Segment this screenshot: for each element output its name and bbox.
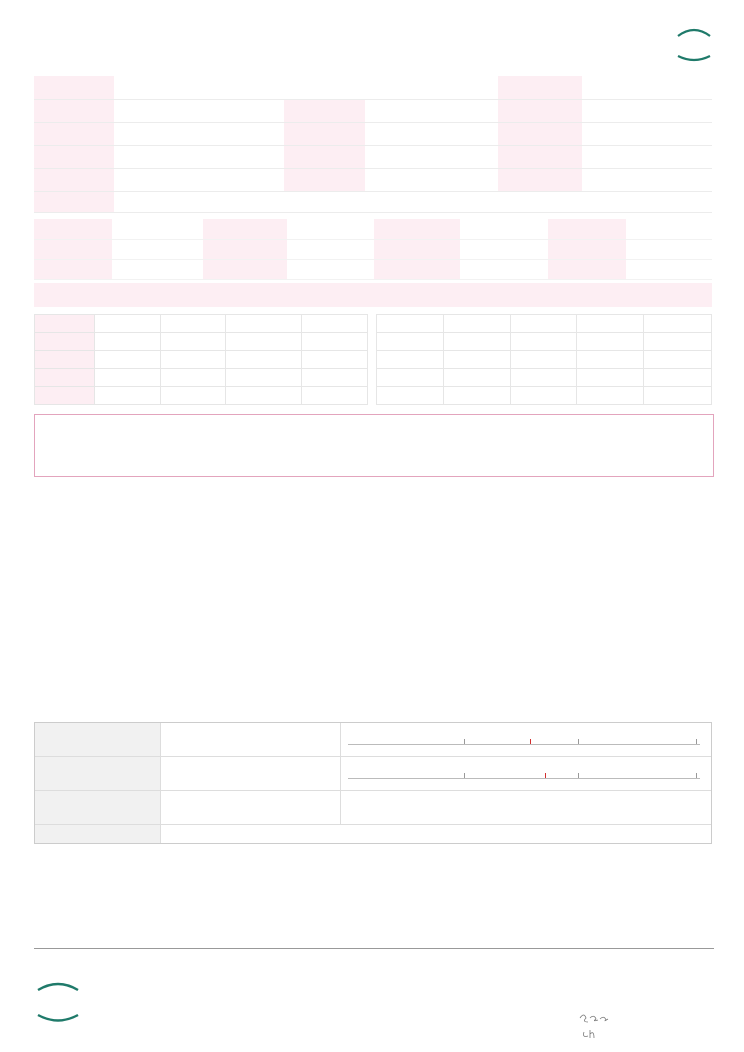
patient-label [498, 168, 582, 191]
patient-value [114, 145, 284, 168]
signature-icon [576, 1010, 616, 1042]
maternal-label [374, 239, 460, 259]
footer-divider [34, 948, 714, 949]
patient-value [582, 145, 712, 168]
section-header-bar [34, 283, 712, 307]
result-cell [226, 315, 302, 333]
maternal-label [548, 259, 626, 279]
maternal-value [626, 219, 712, 239]
maternal-label [34, 259, 112, 279]
patient-value [582, 99, 712, 122]
maternal-value [460, 259, 548, 279]
specimen-row [34, 191, 712, 212]
maternal-value [287, 259, 374, 279]
result-cell [160, 369, 226, 387]
result-cell [302, 333, 368, 351]
risk-label-ntd [35, 791, 161, 824]
patient-label [34, 145, 114, 168]
risk-label-down [35, 723, 161, 756]
maternal-value [112, 259, 203, 279]
patient-label [498, 122, 582, 145]
risk-marker [545, 773, 546, 778]
risk-tick [578, 739, 579, 744]
result-cell [160, 315, 226, 333]
maternal-value [460, 219, 548, 239]
patient-row [34, 122, 712, 145]
result-row [35, 387, 368, 405]
maternal-value [112, 219, 203, 239]
result-label [35, 369, 95, 387]
result-cell [226, 387, 302, 405]
maternal-label [34, 219, 112, 239]
maternal-value [626, 239, 712, 259]
patient-label [34, 122, 114, 145]
patient-label [284, 122, 365, 145]
patient-label [498, 76, 582, 99]
patient-row [34, 99, 712, 122]
patient-value [114, 76, 284, 99]
maternal-label [34, 239, 112, 259]
maternal-row [34, 239, 712, 259]
patient-label [284, 99, 365, 122]
risk-column-divider [340, 723, 341, 824]
result-cell [302, 369, 368, 387]
footer-staff-block [426, 978, 466, 1038]
result-table [34, 314, 368, 405]
result-row [35, 315, 368, 333]
patient-value [582, 122, 712, 145]
ntd-result [185, 800, 198, 814]
result-label [35, 387, 95, 405]
result-cell [160, 387, 226, 405]
patient-value [114, 99, 284, 122]
maternal-label [203, 259, 287, 279]
risk-tick [578, 773, 579, 778]
patient-value [582, 168, 712, 191]
maternal-label [548, 239, 626, 259]
result-label [35, 351, 95, 369]
maternal-label [548, 219, 626, 239]
maternal-label [203, 219, 287, 239]
result-row [35, 351, 368, 369]
maternal-value [287, 219, 374, 239]
result-cell [160, 333, 226, 351]
maternal-row [34, 259, 712, 279]
result-cell [94, 333, 160, 351]
risk-tick [696, 739, 697, 744]
result-cell [160, 351, 226, 369]
result-row [35, 369, 368, 387]
result-cell [94, 351, 160, 369]
patient-label [34, 168, 114, 191]
patient-value [365, 99, 498, 122]
risk-scale-line [348, 744, 700, 745]
patient-row [34, 168, 712, 191]
specimen-value [114, 191, 712, 212]
patient-value [365, 145, 498, 168]
samkwang-logo-icon [36, 978, 158, 1024]
patient-label [284, 168, 365, 191]
patient-label [498, 145, 582, 168]
patient-value [582, 76, 712, 99]
maternal-label [203, 239, 287, 259]
patient-value [365, 76, 498, 99]
result-table-empty [376, 314, 712, 405]
patient-value [114, 168, 284, 191]
patient-label [498, 99, 582, 122]
maternal-value [460, 239, 548, 259]
maternal-value [626, 259, 712, 279]
risk-tick [464, 773, 465, 778]
patient-value [365, 168, 498, 191]
maternal-label [374, 219, 460, 239]
sml-logo-icon [674, 26, 714, 62]
risk-tick [464, 739, 465, 744]
ntd-mom-bar [348, 801, 420, 813]
patient-value [365, 122, 498, 145]
risk-scale-line [348, 778, 700, 779]
result-cell [226, 333, 302, 351]
result-cell [302, 315, 368, 333]
patient-row [34, 145, 712, 168]
maternal-value [112, 239, 203, 259]
maternal-label [374, 259, 460, 279]
result-cell [94, 387, 160, 405]
result-cell [226, 351, 302, 369]
judgment-box [34, 414, 714, 477]
result-cell [94, 369, 160, 387]
result-cell [226, 369, 302, 387]
risk-label-ref [35, 825, 161, 843]
maternal-row [34, 219, 712, 239]
patient-row [34, 76, 712, 99]
patient-label [34, 76, 114, 99]
patient-value [114, 122, 284, 145]
risk-label-edwards [35, 757, 161, 790]
specimen-label [34, 191, 114, 212]
result-cell [94, 315, 160, 333]
result-label [35, 315, 95, 333]
risk-marker [530, 739, 531, 744]
risk-tick [696, 773, 697, 778]
maternal-value [287, 239, 374, 259]
patient-label [284, 76, 365, 99]
maternal-info-table [34, 219, 712, 280]
result-cell [302, 351, 368, 369]
patient-label [284, 145, 365, 168]
patient-label [34, 99, 114, 122]
result-label [35, 333, 95, 351]
result-row [35, 333, 368, 351]
patient-info-table [34, 76, 712, 213]
result-cell [302, 387, 368, 405]
